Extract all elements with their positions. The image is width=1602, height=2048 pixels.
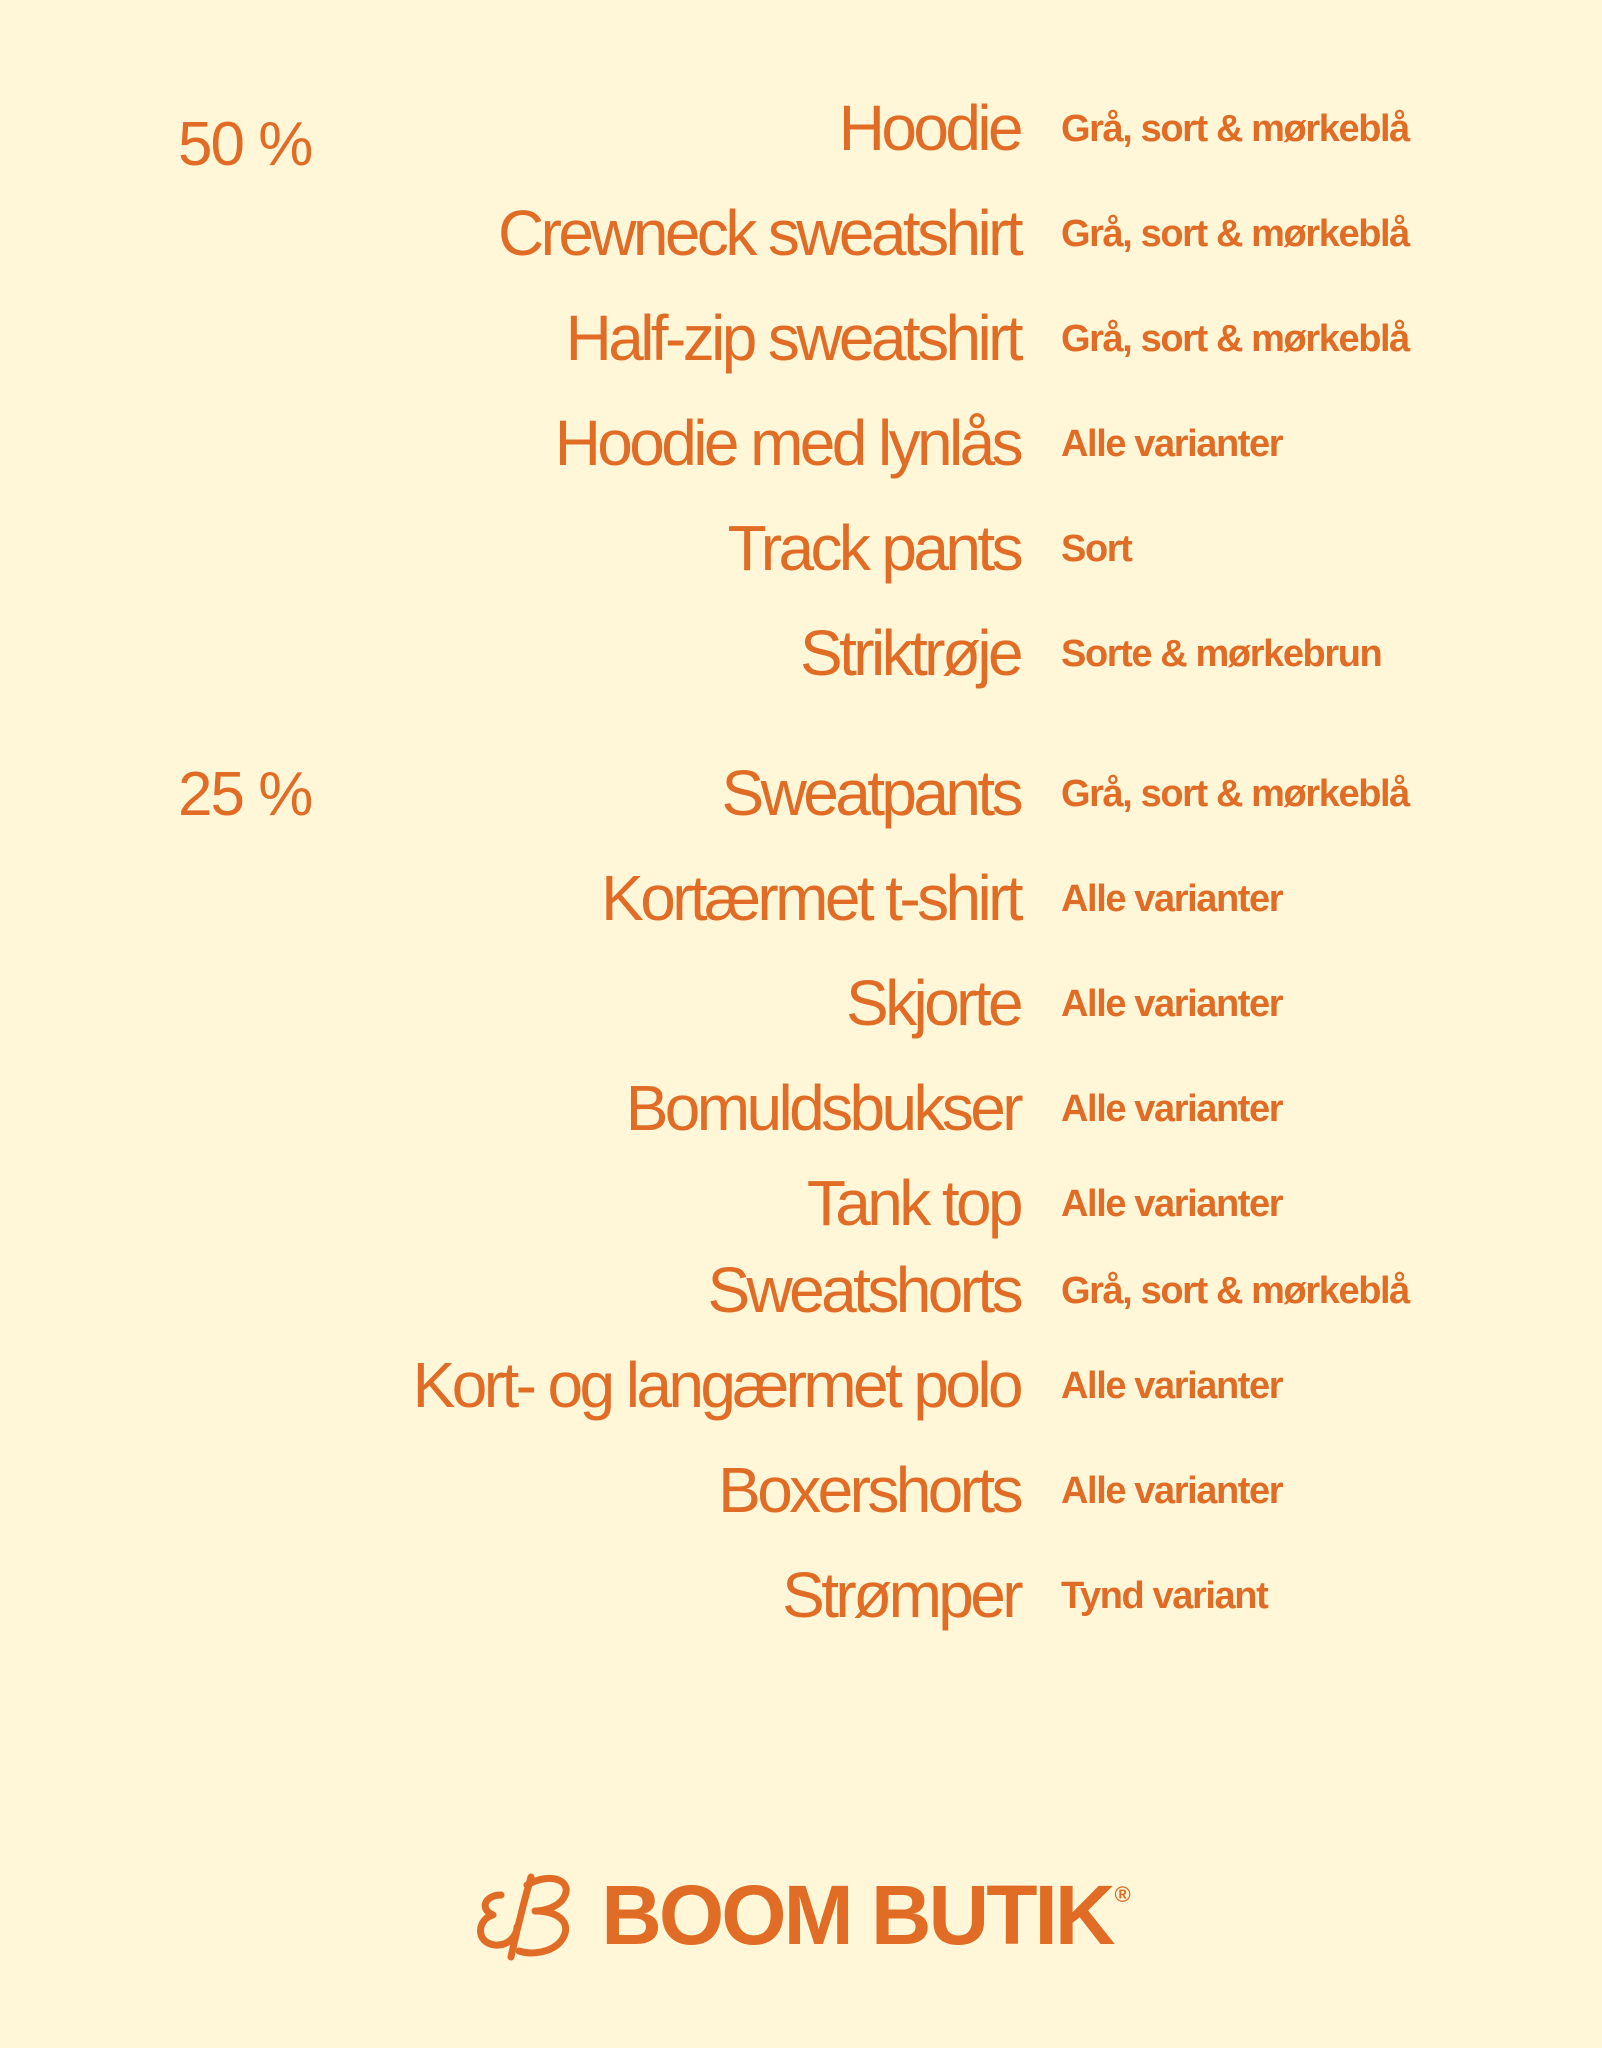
variant-note: Sorte & mørkebrun: [1061, 633, 1382, 675]
variant-note: Alle varianter: [1061, 983, 1283, 1025]
list-item: [0, 617, 1602, 711]
list-item: [0, 1167, 1602, 1261]
product-name: Hoodie: [838, 92, 1020, 164]
product-name: Skjorte: [846, 967, 1020, 1039]
list-item: [0, 1454, 1602, 1548]
product-name: Striktrøje: [799, 617, 1020, 689]
product-name: Kortærmet t-shirt: [601, 862, 1020, 934]
product-name: Bomuldsbukser: [625, 1072, 1020, 1144]
list-item: [0, 757, 1602, 851]
list-item: [0, 512, 1602, 606]
product-name: Track pants: [727, 512, 1020, 584]
brand-logo: [0, 1860, 1602, 1970]
variant-note: Alle varianter: [1061, 1365, 1283, 1407]
product-name: Sweatshorts: [707, 1254, 1020, 1326]
list-item: [0, 92, 1602, 186]
product-name: Half-zip sweatshirt: [565, 302, 1020, 374]
variant-note: Grå, sort & mørkeblå: [1061, 108, 1409, 150]
bb-script-monogram-icon: [471, 1865, 581, 1965]
list-item: [0, 1072, 1602, 1166]
variant-note: Alle varianter: [1061, 1183, 1283, 1225]
list-item: [0, 862, 1602, 956]
variant-note: Grå, sort & mørkeblå: [1061, 213, 1409, 255]
variant-note: Alle varianter: [1061, 423, 1283, 465]
variant-note: Grå, sort & mørkeblå: [1061, 773, 1409, 815]
variant-note: Tynd variant: [1061, 1575, 1268, 1617]
product-name: Strømper: [782, 1559, 1020, 1631]
product-name: Hoodie med lynlås: [554, 407, 1020, 479]
variant-note: Alle varianter: [1061, 1088, 1283, 1130]
list-item: [0, 1254, 1602, 1348]
variant-note: Grå, sort & mørkeblå: [1061, 318, 1409, 360]
variant-note: Alle varianter: [1061, 878, 1283, 920]
list-item: [0, 1559, 1602, 1653]
product-name: Boxershorts: [718, 1454, 1020, 1526]
product-name: Sweatpants: [721, 757, 1020, 829]
product-name: Crewneck sweatshirt: [497, 197, 1020, 269]
product-name: Tank top: [806, 1167, 1020, 1239]
list-item: [0, 967, 1602, 1061]
discount-label-50: 50 %: [178, 110, 312, 179]
brand-name: BOOM BUTIK: [601, 1868, 1113, 1962]
variant-note: Grå, sort & mørkeblå: [1061, 1270, 1409, 1312]
registered-mark: ®: [1114, 1882, 1131, 1907]
product-name: Kort- og langærmet polo: [412, 1349, 1020, 1421]
variant-note: Sort: [1061, 528, 1132, 570]
list-item: [0, 1349, 1602, 1443]
discount-label-25: 25 %: [178, 760, 312, 829]
list-item: [0, 407, 1602, 501]
variant-note: Alle varianter: [1061, 1470, 1283, 1512]
list-item: [0, 197, 1602, 291]
list-item: [0, 302, 1602, 396]
